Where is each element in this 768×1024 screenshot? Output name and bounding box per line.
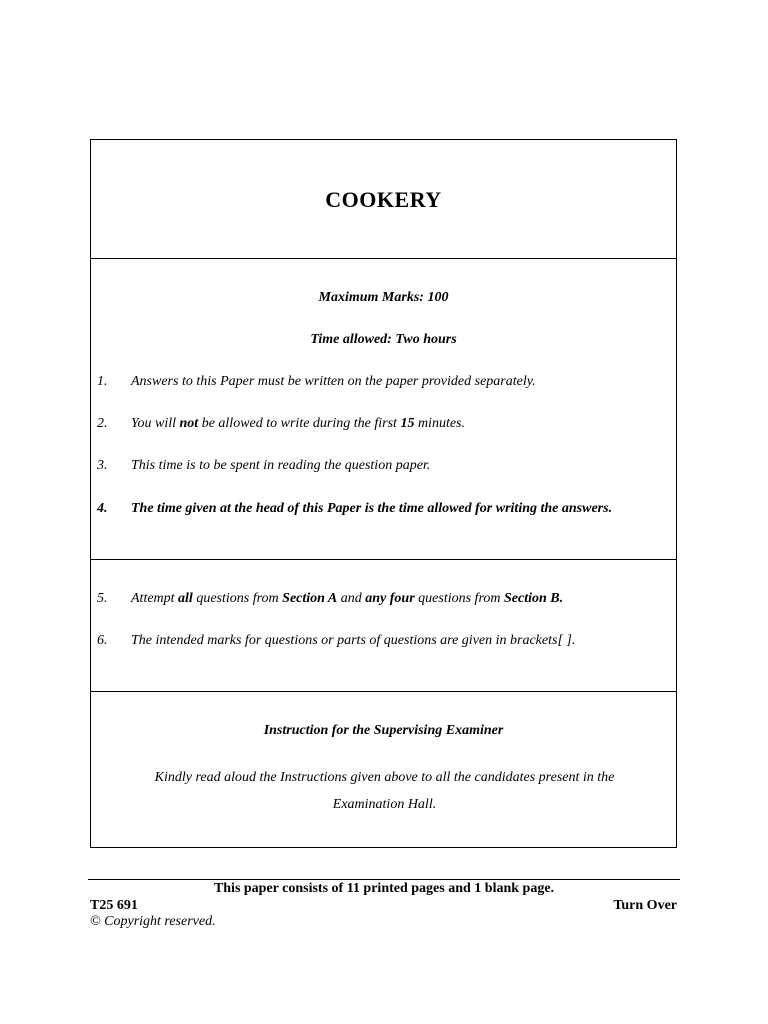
instruction-item-4 [97,501,667,517]
item-number: 5. [97,591,108,606]
item-text: The intended marks for questions or parts of questions are given in brackets[ ]. [131,633,576,648]
item-text: This time is to be spent in reading the question paper. [131,458,431,473]
item-number: 4. [97,501,108,516]
item-emphasis: all [178,591,193,606]
instruction-item-5 [97,591,667,607]
item-text: Answers to this Paper must be written on the paper provided separately. [131,374,536,389]
item-text: and [337,591,366,606]
attempt-instructions-section [91,560,676,692]
item-emphasis: Section B. [504,591,564,606]
instruction-item-3 [97,458,667,474]
copyright-note: © Copyright reserved. [90,914,216,929]
cover-frame [90,139,677,848]
item-text: be allowed to write during the first [198,416,401,431]
item-number: 6. [97,633,108,648]
instruction-item-1 [97,374,667,390]
instruction-item-2 [97,416,667,432]
item-number: 3. [97,458,108,473]
page-count-note: This paper consists of 11 printed pages and 1 blank page. [213,881,555,896]
time-allowed: Time allowed: Two hours [310,332,457,347]
item-number: 2. [97,416,108,431]
item-text: Attempt [131,591,179,606]
item-emphasis: not [179,416,199,431]
instruction-item-6 [97,633,667,649]
maximum-marks: Maximum Marks: 100 [318,290,449,305]
subject-title: COOKERY [325,187,442,212]
item-emphasis: 15 [400,416,415,431]
turn-over-note: Turn Over [613,898,677,913]
item-text: minutes. [414,416,465,431]
supervisor-instruction: Kindly read aloud the Instructions given above to all the candidates present in the Examination Hall. [154,770,615,812]
title-section [91,140,676,259]
item-text: questions from [414,591,504,606]
paper-code: T25 691 [90,898,138,913]
item-emphasis: Section A [282,591,338,606]
supervisor-heading: Instruction for the Supervising Examiner [263,723,504,738]
item-emphasis: any four [365,591,415,606]
footer-divider [88,879,680,880]
general-instructions-section [91,259,676,560]
item-text: You will [131,416,180,431]
item-text: The time given at the head of this Paper is the time allowed for writing the answers. [131,501,613,516]
item-text: questions from [192,591,283,606]
item-number: 1. [97,374,108,389]
supervisor-section [91,692,676,847]
